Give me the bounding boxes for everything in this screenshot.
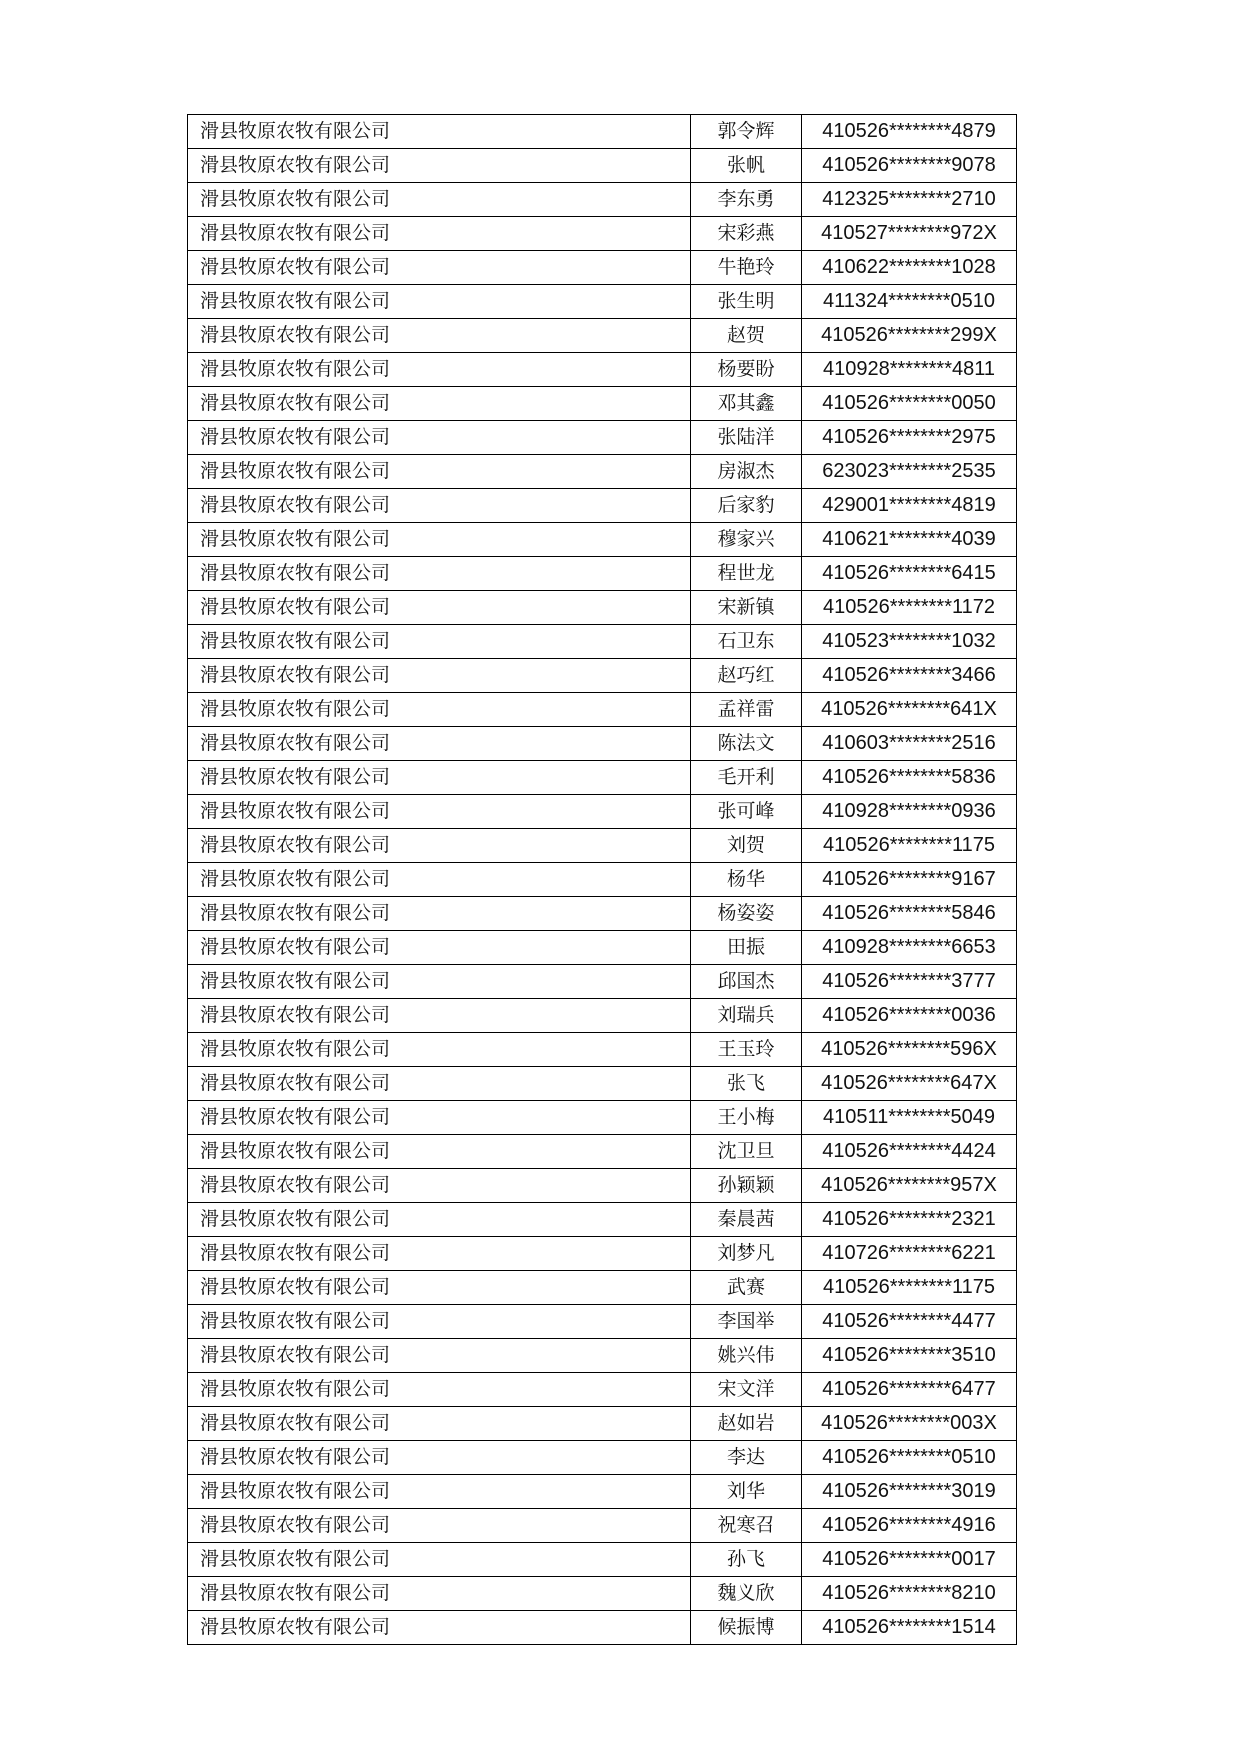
id-number-cell: 410526********3777	[802, 965, 1017, 999]
company-cell: 滑县牧原农牧有限公司	[188, 1373, 691, 1407]
id-number-cell: 410526********596X	[802, 1033, 1017, 1067]
table-row	[188, 285, 1017, 319]
table-row	[188, 489, 1017, 523]
table-row	[188, 1135, 1017, 1169]
table-row	[188, 217, 1017, 251]
company-cell: 滑县牧原农牧有限公司	[188, 693, 691, 727]
table-row	[188, 1067, 1017, 1101]
id-number-cell: 410526********5836	[802, 761, 1017, 795]
company-cell: 滑县牧原农牧有限公司	[188, 251, 691, 285]
company-cell: 滑县牧原农牧有限公司	[188, 1305, 691, 1339]
table-row	[188, 1169, 1017, 1203]
id-number-cell: 410526********4879	[802, 115, 1017, 149]
id-number-cell: 410928********0936	[802, 795, 1017, 829]
id-number-cell: 410526********6415	[802, 557, 1017, 591]
person-name-cell: 王玉玲	[691, 1033, 802, 1067]
company-cell: 滑县牧原农牧有限公司	[188, 1339, 691, 1373]
person-name-cell: 宋文洋	[691, 1373, 802, 1407]
id-number-cell: 410526********957X	[802, 1169, 1017, 1203]
id-number-cell: 410526********0017	[802, 1543, 1017, 1577]
company-cell: 滑县牧原农牧有限公司	[188, 965, 691, 999]
person-name-cell: 张可峰	[691, 795, 802, 829]
table-row	[188, 693, 1017, 727]
id-number-cell: 410526********9078	[802, 149, 1017, 183]
company-cell: 滑县牧原农牧有限公司	[188, 523, 691, 557]
roster-table-body	[188, 115, 1017, 1645]
person-name-cell: 牛艳玲	[691, 251, 802, 285]
table-row	[188, 523, 1017, 557]
person-name-cell: 刘华	[691, 1475, 802, 1509]
company-cell: 滑县牧原农牧有限公司	[188, 1033, 691, 1067]
person-name-cell: 孙颖颖	[691, 1169, 802, 1203]
person-name-cell: 王小梅	[691, 1101, 802, 1135]
table-row	[188, 387, 1017, 421]
company-cell: 滑县牧原农牧有限公司	[188, 1237, 691, 1271]
id-number-cell: 410526********641X	[802, 693, 1017, 727]
id-number-cell: 410523********1032	[802, 625, 1017, 659]
table-row	[188, 1611, 1017, 1645]
company-cell: 滑县牧原农牧有限公司	[188, 421, 691, 455]
id-number-cell: 410526********0510	[802, 1441, 1017, 1475]
company-cell: 滑县牧原农牧有限公司	[188, 557, 691, 591]
person-name-cell: 后家豹	[691, 489, 802, 523]
table-row	[188, 251, 1017, 285]
company-cell: 滑县牧原农牧有限公司	[188, 897, 691, 931]
id-number-cell: 410622********1028	[802, 251, 1017, 285]
id-number-cell: 410726********6221	[802, 1237, 1017, 1271]
id-number-cell: 410928********6653	[802, 931, 1017, 965]
person-name-cell: 张陆洋	[691, 421, 802, 455]
company-cell: 滑县牧原农牧有限公司	[188, 149, 691, 183]
table-row	[188, 1203, 1017, 1237]
company-cell: 滑县牧原农牧有限公司	[188, 115, 691, 149]
person-name-cell: 刘贺	[691, 829, 802, 863]
person-name-cell: 孟祥雷	[691, 693, 802, 727]
id-number-cell: 410526********1514	[802, 1611, 1017, 1645]
person-name-cell: 李国举	[691, 1305, 802, 1339]
company-cell: 滑县牧原农牧有限公司	[188, 217, 691, 251]
table-row	[188, 421, 1017, 455]
company-cell: 滑县牧原农牧有限公司	[188, 1203, 691, 1237]
company-cell: 滑县牧原农牧有限公司	[188, 1611, 691, 1645]
company-cell: 滑县牧原农牧有限公司	[188, 1543, 691, 1577]
company-cell: 滑县牧原农牧有限公司	[188, 319, 691, 353]
person-name-cell: 姚兴伟	[691, 1339, 802, 1373]
company-cell: 滑县牧原农牧有限公司	[188, 863, 691, 897]
company-cell: 滑县牧原农牧有限公司	[188, 1271, 691, 1305]
person-name-cell: 赵贺	[691, 319, 802, 353]
table-row	[188, 1305, 1017, 1339]
table-row	[188, 863, 1017, 897]
id-number-cell: 411324********0510	[802, 285, 1017, 319]
person-name-cell: 张帆	[691, 149, 802, 183]
id-number-cell: 410526********2975	[802, 421, 1017, 455]
id-number-cell: 410526********647X	[802, 1067, 1017, 1101]
person-name-cell: 石卫东	[691, 625, 802, 659]
id-number-cell: 410526********5846	[802, 897, 1017, 931]
table-row	[188, 1509, 1017, 1543]
person-name-cell: 穆家兴	[691, 523, 802, 557]
company-cell: 滑县牧原农牧有限公司	[188, 455, 691, 489]
company-cell: 滑县牧原农牧有限公司	[188, 625, 691, 659]
person-name-cell: 毛开利	[691, 761, 802, 795]
table-row	[188, 727, 1017, 761]
person-name-cell: 陈法文	[691, 727, 802, 761]
table-row	[188, 965, 1017, 999]
table-row	[188, 149, 1017, 183]
company-cell: 滑县牧原农牧有限公司	[188, 761, 691, 795]
id-number-cell: 410928********4811	[802, 353, 1017, 387]
table-row	[188, 897, 1017, 931]
id-number-cell: 410526********9167	[802, 863, 1017, 897]
id-number-cell: 410526********2321	[802, 1203, 1017, 1237]
company-cell: 滑县牧原农牧有限公司	[188, 931, 691, 965]
person-name-cell: 李达	[691, 1441, 802, 1475]
table-row	[188, 1033, 1017, 1067]
id-number-cell: 410526********299X	[802, 319, 1017, 353]
company-cell: 滑县牧原农牧有限公司	[188, 1509, 691, 1543]
person-name-cell: 祝寒召	[691, 1509, 802, 1543]
table-row	[188, 557, 1017, 591]
person-name-cell: 杨姿姿	[691, 897, 802, 931]
table-row	[188, 761, 1017, 795]
person-name-cell: 田振	[691, 931, 802, 965]
company-cell: 滑县牧原农牧有限公司	[188, 999, 691, 1033]
table-row	[188, 1407, 1017, 1441]
table-row	[188, 829, 1017, 863]
table-row	[188, 591, 1017, 625]
roster-table	[187, 114, 1017, 1645]
person-name-cell: 张生明	[691, 285, 802, 319]
company-cell: 滑县牧原农牧有限公司	[188, 1577, 691, 1611]
person-name-cell: 刘瑞兵	[691, 999, 802, 1033]
table-row	[188, 183, 1017, 217]
person-name-cell: 杨华	[691, 863, 802, 897]
person-name-cell: 秦晨茜	[691, 1203, 802, 1237]
company-cell: 滑县牧原农牧有限公司	[188, 795, 691, 829]
id-number-cell: 410526********3510	[802, 1339, 1017, 1373]
person-name-cell: 李东勇	[691, 183, 802, 217]
company-cell: 滑县牧原农牧有限公司	[188, 829, 691, 863]
person-name-cell: 郭令辉	[691, 115, 802, 149]
id-number-cell: 410526********4424	[802, 1135, 1017, 1169]
person-name-cell: 宋彩燕	[691, 217, 802, 251]
table-row	[188, 1475, 1017, 1509]
table-row	[188, 455, 1017, 489]
id-number-cell: 410621********4039	[802, 523, 1017, 557]
id-number-cell: 429001********4819	[802, 489, 1017, 523]
table-row	[188, 1271, 1017, 1305]
id-number-cell: 410526********4477	[802, 1305, 1017, 1339]
table-row	[188, 659, 1017, 693]
id-number-cell: 410526********1175	[802, 1271, 1017, 1305]
id-number-cell: 410526********8210	[802, 1577, 1017, 1611]
table-row	[188, 1237, 1017, 1271]
person-name-cell: 张飞	[691, 1067, 802, 1101]
table-row	[188, 931, 1017, 965]
id-number-cell: 410526********0036	[802, 999, 1017, 1033]
company-cell: 滑县牧原农牧有限公司	[188, 183, 691, 217]
person-name-cell: 杨要盼	[691, 353, 802, 387]
company-cell: 滑县牧原农牧有限公司	[188, 659, 691, 693]
id-number-cell: 410511********5049	[802, 1101, 1017, 1135]
id-number-cell: 410526********0050	[802, 387, 1017, 421]
company-cell: 滑县牧原农牧有限公司	[188, 285, 691, 319]
person-name-cell: 武赛	[691, 1271, 802, 1305]
person-name-cell: 邓其鑫	[691, 387, 802, 421]
id-number-cell: 410526********4916	[802, 1509, 1017, 1543]
person-name-cell: 孙飞	[691, 1543, 802, 1577]
table-row	[188, 319, 1017, 353]
person-name-cell: 沈卫旦	[691, 1135, 802, 1169]
table-row	[188, 1373, 1017, 1407]
person-name-cell: 赵巧红	[691, 659, 802, 693]
table-row	[188, 1339, 1017, 1373]
id-number-cell: 410526********1175	[802, 829, 1017, 863]
person-name-cell: 邱国杰	[691, 965, 802, 999]
table-row	[188, 353, 1017, 387]
company-cell: 滑县牧原农牧有限公司	[188, 1101, 691, 1135]
table-row	[188, 1577, 1017, 1611]
person-name-cell: 赵如岩	[691, 1407, 802, 1441]
company-cell: 滑县牧原农牧有限公司	[188, 1407, 691, 1441]
table-row	[188, 1543, 1017, 1577]
company-cell: 滑县牧原农牧有限公司	[188, 1441, 691, 1475]
company-cell: 滑县牧原农牧有限公司	[188, 1475, 691, 1509]
id-number-cell: 410526********6477	[802, 1373, 1017, 1407]
company-cell: 滑县牧原农牧有限公司	[188, 353, 691, 387]
id-number-cell: 410526********3019	[802, 1475, 1017, 1509]
table-row	[188, 999, 1017, 1033]
id-number-cell: 410526********1172	[802, 591, 1017, 625]
person-name-cell: 候振博	[691, 1611, 802, 1645]
company-cell: 滑县牧原农牧有限公司	[188, 387, 691, 421]
table-row	[188, 1441, 1017, 1475]
person-name-cell: 魏义欣	[691, 1577, 802, 1611]
table-row	[188, 795, 1017, 829]
person-name-cell: 程世龙	[691, 557, 802, 591]
company-cell: 滑县牧原农牧有限公司	[188, 489, 691, 523]
person-name-cell: 房淑杰	[691, 455, 802, 489]
company-cell: 滑县牧原农牧有限公司	[188, 1067, 691, 1101]
id-number-cell: 410526********3466	[802, 659, 1017, 693]
id-number-cell: 412325********2710	[802, 183, 1017, 217]
person-name-cell: 刘梦凡	[691, 1237, 802, 1271]
company-cell: 滑县牧原农牧有限公司	[188, 591, 691, 625]
company-cell: 滑县牧原农牧有限公司	[188, 1169, 691, 1203]
company-cell: 滑县牧原农牧有限公司	[188, 727, 691, 761]
table-row	[188, 115, 1017, 149]
person-name-cell: 宋新镇	[691, 591, 802, 625]
id-number-cell: 410527********972X	[802, 217, 1017, 251]
table-row	[188, 625, 1017, 659]
table-row	[188, 1101, 1017, 1135]
id-number-cell: 410526********003X	[802, 1407, 1017, 1441]
company-cell: 滑县牧原农牧有限公司	[188, 1135, 691, 1169]
id-number-cell: 410603********2516	[802, 727, 1017, 761]
id-number-cell: 623023********2535	[802, 455, 1017, 489]
